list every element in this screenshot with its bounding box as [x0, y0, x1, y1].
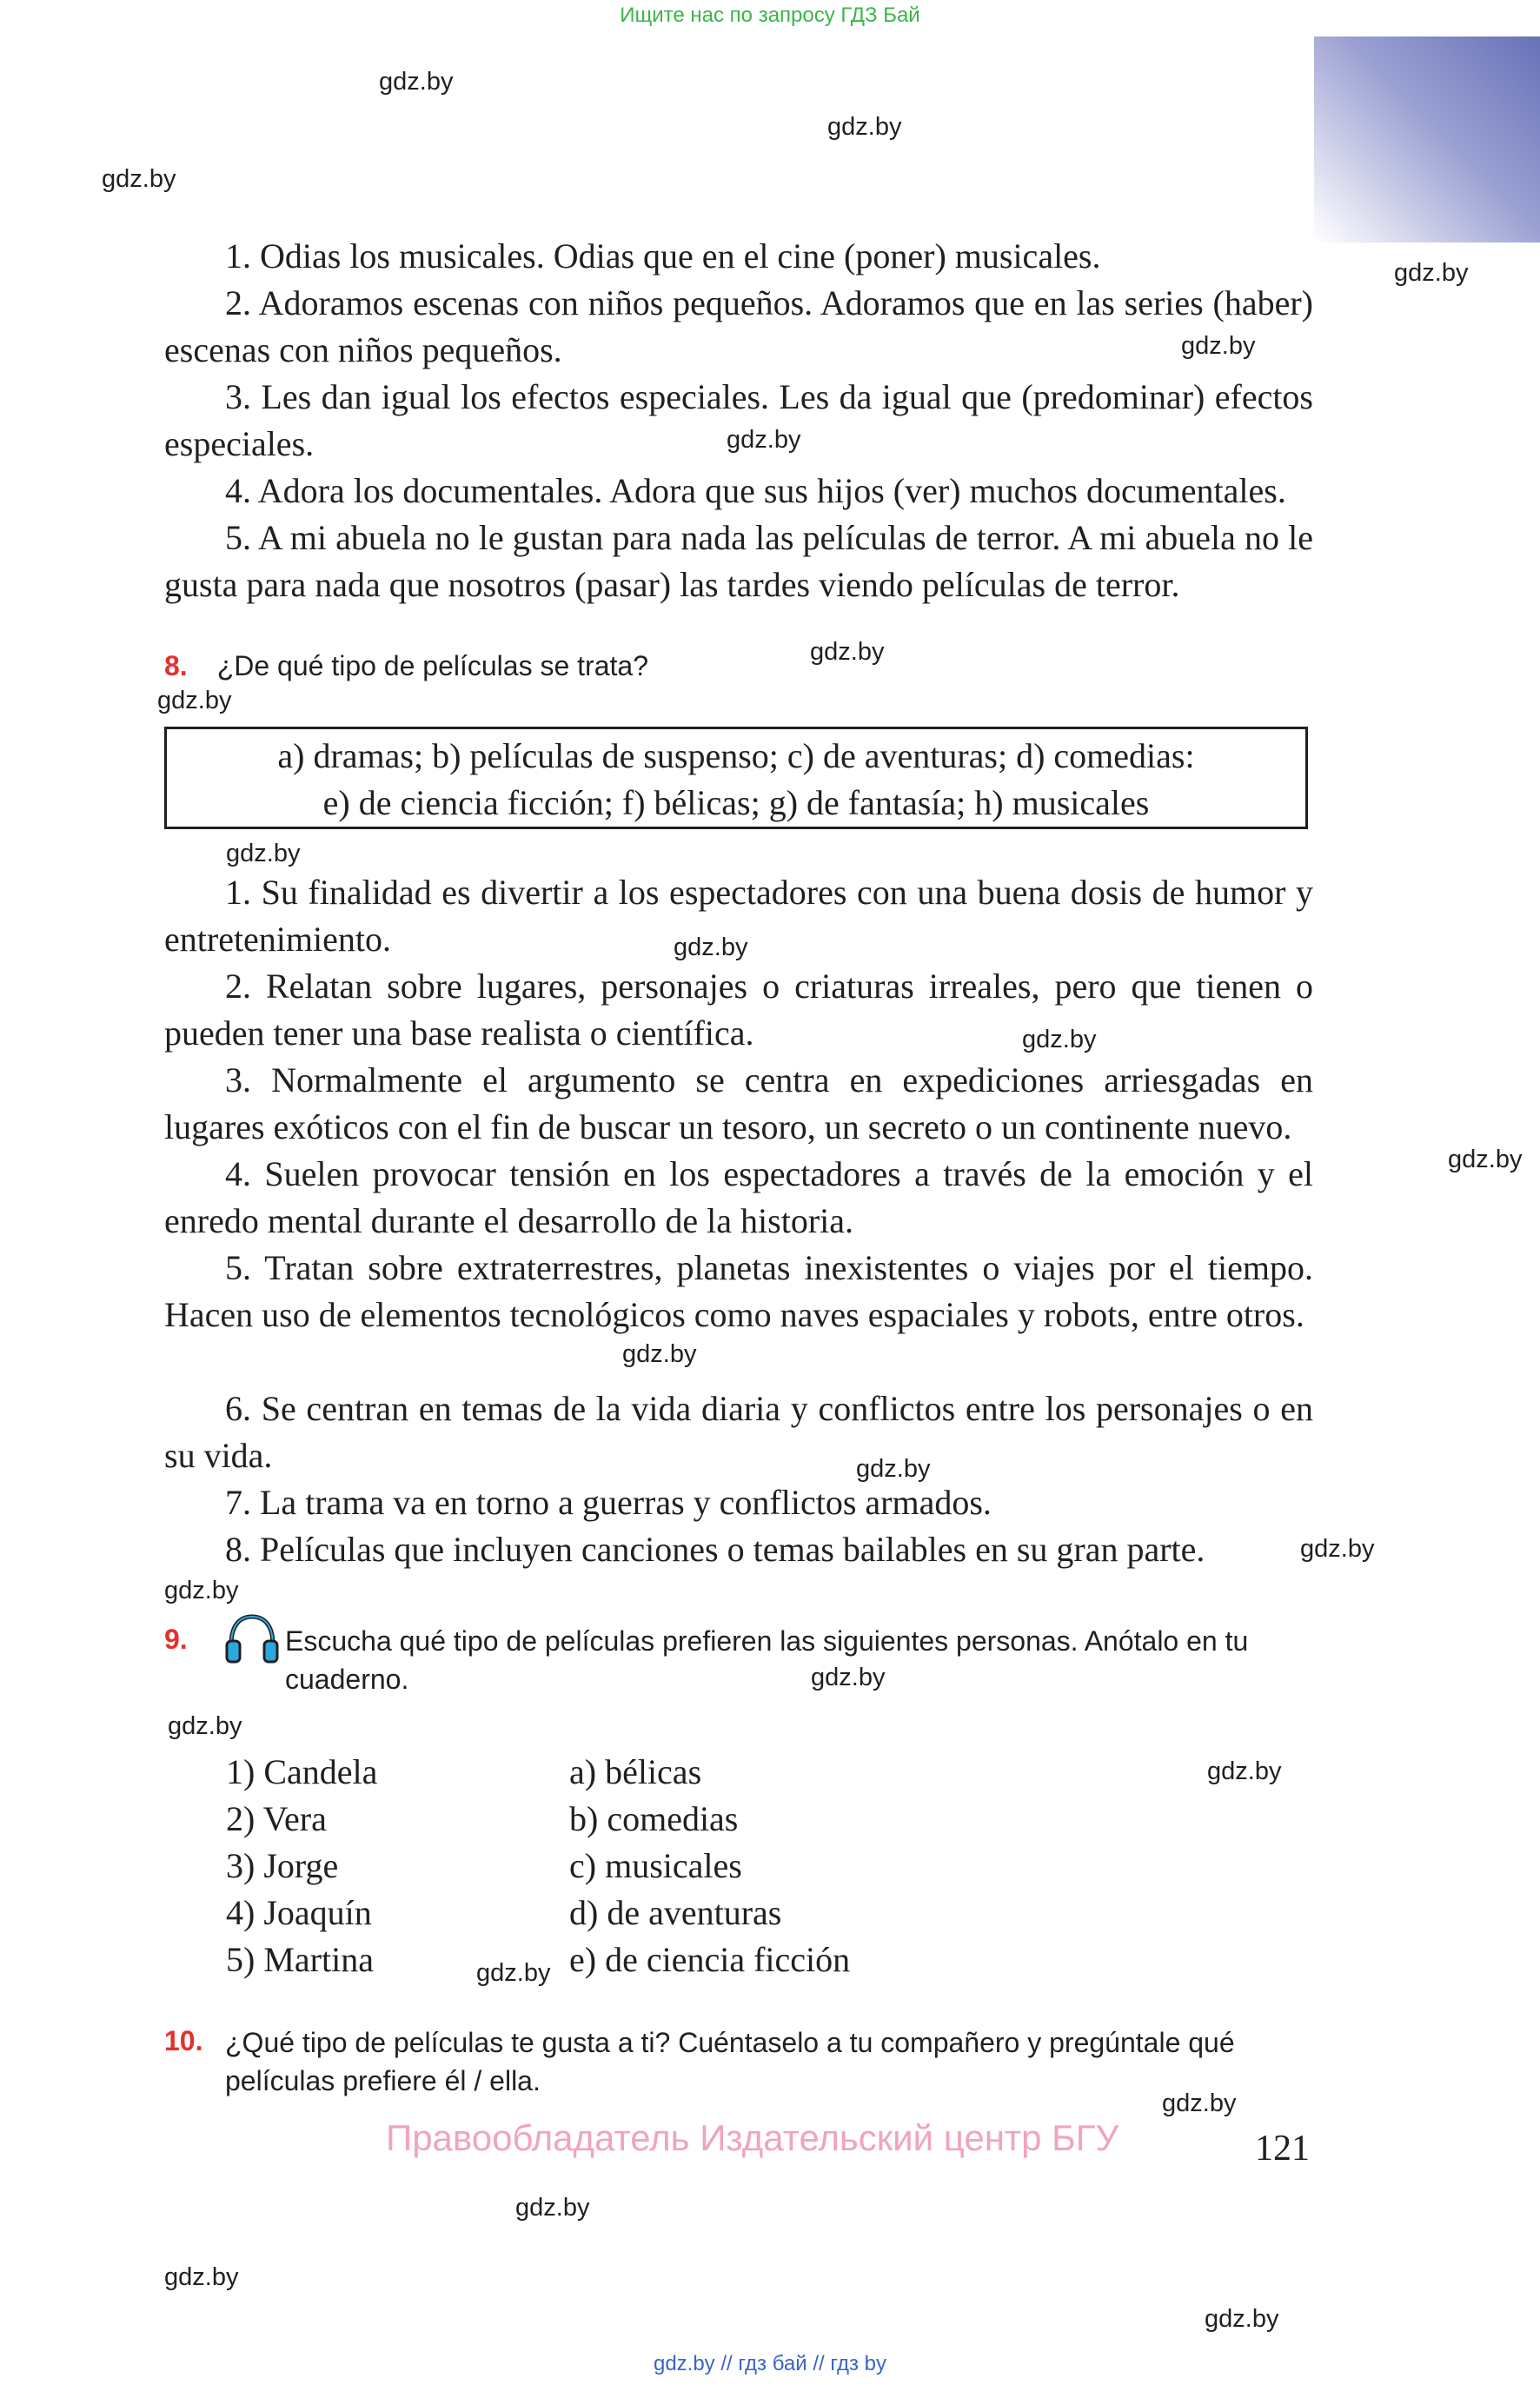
- list-item: 1. Su finalidad es divertir a los espectadores con una buena dosis de humor y entretenimiento.: [164, 873, 1313, 959]
- watermark: gdz.by: [226, 840, 301, 867]
- exercise-instruction: ¿Qué tipo de películas te gusta a ti? Cuéntaselo a tu compañero y pregúntale qué películas prefiere él / ella.: [225, 2027, 1235, 2096]
- watermark: gdz.by: [674, 933, 748, 961]
- exercise-instruction: ¿De qué tipo de películas se trata?: [216, 650, 648, 681]
- watermark: gdz.by: [515, 2194, 590, 2222]
- list-item: 7. La trama va en torno a guerras y conflictos armados.: [225, 1483, 992, 1522]
- watermark: gdz.by: [1207, 1757, 1282, 1785]
- options-line: a) dramas; b) películas de suspenso; c) de aventuras; d) comedias:: [277, 736, 1195, 775]
- film-type-item: e) de ciencia ficción: [569, 1940, 851, 1979]
- film-types-column: [569, 1749, 850, 1983]
- list-item: 2. Relatan sobre lugares, personajes o criaturas irreales, pero que tienen o pueden tener una base realista o científica.: [164, 967, 1313, 1053]
- watermark: gdz.by: [476, 1959, 551, 1987]
- watermark: gdz.by: [856, 1455, 931, 1483]
- watermark: gdz.by: [810, 638, 885, 666]
- top-search-line: Ищите нас по запросу ГДЗ Бай: [620, 3, 920, 27]
- list-item: 1. Odias los musicales. Odias que en el cine (poner) musicales.: [225, 236, 1101, 276]
- exercise-number: 9.: [164, 1624, 188, 1655]
- watermark: gdz.by: [727, 426, 801, 454]
- person-item: 5) Martina: [226, 1940, 374, 1979]
- bottom-links-line: gdz.by // гдз бай // гдз by: [653, 2352, 887, 2375]
- watermark: gdz.by: [1300, 1535, 1375, 1563]
- watermark: gdz.by: [1205, 2305, 1279, 2333]
- watermark: gdz.by: [379, 68, 454, 96]
- watermark: gdz.by: [1181, 332, 1256, 360]
- watermark: gdz.by: [811, 1664, 886, 1691]
- list-item: 4. Adora los documentales. Adora que sus hijos (ver) muchos documentales.: [225, 471, 1286, 510]
- list-item: 6. Se centran en temas de la vida diaria y conflictos entre los personajes o en su vida.: [164, 1389, 1313, 1475]
- watermark: gdz.by: [168, 1712, 242, 1740]
- page-number: 121: [1255, 2129, 1310, 2169]
- watermark: gdz.by: [157, 687, 232, 714]
- person-item: 4) Joaquín: [226, 1893, 372, 1932]
- watermark: gdz.by: [164, 2263, 239, 2291]
- list-item: 5. Tratan sobre extraterrestres, planetas inexistentes o viajes por el tiempo. Hacen uso de elementos tecnológicos como naves espaciales y robots, entre otros.: [164, 1248, 1313, 1334]
- person-item: 2) Vera: [226, 1799, 327, 1838]
- watermark: gdz.by: [827, 113, 902, 141]
- answer-options-box: [164, 727, 1308, 829]
- person-item: 3) Jorge: [226, 1846, 339, 1885]
- film-type-item: c) musicales: [569, 1846, 742, 1885]
- list-item: 8. Películas que incluyen canciones o temas bailables en su gran parte.: [225, 1530, 1205, 1569]
- corner-decoration: [1314, 37, 1540, 242]
- watermark: gdz.by: [1162, 2089, 1237, 2117]
- film-type-item: a) bélicas: [569, 1752, 702, 1791]
- exercise-number: 10.: [164, 2025, 203, 2056]
- list-item: 2. Adoramos escenas con niños pequeños. Adoramos que en las series (haber) escenas con niños pequeños.: [164, 283, 1313, 369]
- list-item: 5. A mi abuela no le gustan para nada las películas de terror. A mi abuela no le gusta para nada que nosotros (pasar) las tardes viendo películas de terror.: [164, 518, 1313, 604]
- list-item: 3. Les dan igual los efectos especiales. Les da igual que (predominar) efectos especiales.: [164, 377, 1313, 463]
- exercise-8-heading: [164, 647, 648, 685]
- watermark: gdz.by: [622, 1340, 697, 1368]
- exercise-instruction: Escucha qué tipo de películas prefieren las siguientes personas. Anótalo en tu cuaderno.: [285, 1625, 1249, 1695]
- watermark: gdz.by: [1448, 1146, 1523, 1173]
- people-column: [226, 1749, 377, 1983]
- watermark: gdz.by: [164, 1577, 239, 1604]
- list-item: 4. Suelen provocar tensión en los espectadores a través de la emoción y el enredo mental durante el desarrollo de la historia.: [164, 1154, 1313, 1240]
- copyright-notice: Правообладатель Издательский центр БГУ: [386, 2117, 1119, 2158]
- film-type-item: b) comedias: [569, 1799, 739, 1838]
- film-type-item: d) de aventuras: [569, 1893, 782, 1932]
- watermark: gdz.by: [1394, 259, 1469, 287]
- exercise-number: 8.: [164, 650, 188, 681]
- person-item: 1) Candela: [226, 1752, 378, 1791]
- options-line: e) de ciencia ficción; f) bélicas; g) de fantasía; h) musicales: [322, 783, 1150, 822]
- watermark: gdz.by: [102, 165, 176, 193]
- watermark: gdz.by: [1022, 1026, 1097, 1053]
- list-item: 3. Normalmente el argumento se centra en expediciones arriesgadas en lugares exóticos con el fin de buscar un tesoro, un secreto o un continente nuevo.: [164, 1060, 1313, 1146]
- headphones-icon[interactable]: [224, 1613, 280, 1664]
